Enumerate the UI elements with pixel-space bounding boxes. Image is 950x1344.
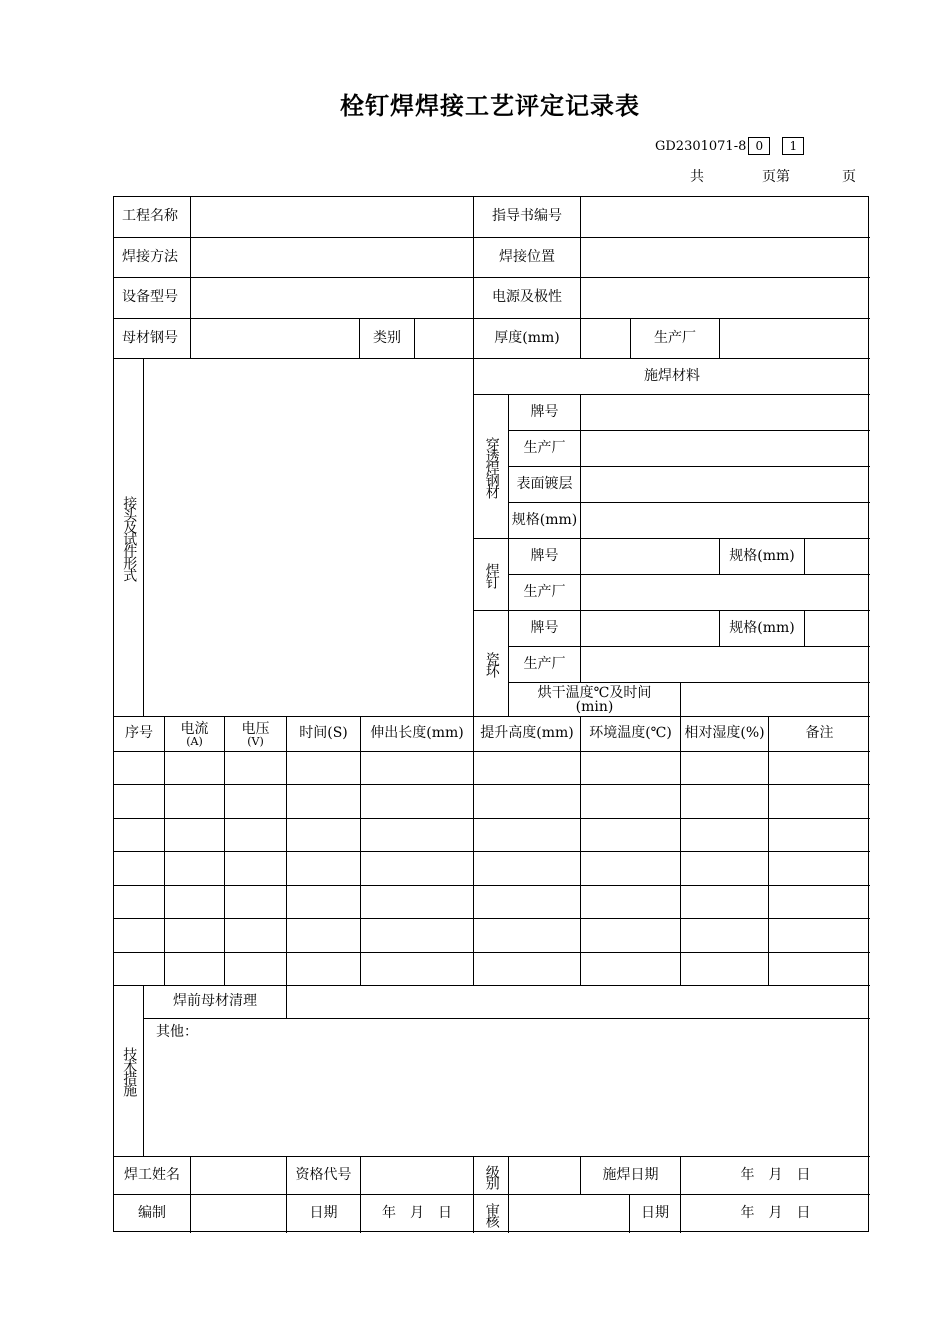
header-voltage: 电压 (V) [225,717,287,752]
value-ring-maker[interactable] [581,647,870,683]
label-tech-measures: 技术措施 [114,986,144,1157]
label-other: 其他： [156,1024,198,1040]
table-cell[interactable] [225,852,287,885]
table-cell[interactable] [361,852,474,885]
label-welder-name: 焊工姓名 [114,1157,191,1195]
table-cell[interactable] [681,953,769,986]
value-stud-spec[interactable] [805,539,870,575]
value-editor[interactable] [191,1195,287,1233]
value-thickness[interactable] [581,319,631,359]
table-cell[interactable] [165,886,225,919]
header-seq: 序号 [114,717,165,752]
table-cell[interactable] [474,785,581,818]
label-ceramic-ring: 瓷环 [474,611,509,717]
page-total-label: 共 [690,169,704,185]
table-cell[interactable] [114,819,165,852]
label-level: 级别 [474,1157,509,1195]
label-bake-temp: 烘干温度℃及时间 (min) [509,683,681,717]
header-env-temp: 环境温度(℃) [581,717,681,752]
table-cell[interactable] [287,886,361,919]
table-cell[interactable] [769,919,870,952]
code-box-1: 0 [748,137,770,155]
table-cell[interactable] [225,919,287,952]
table-cell[interactable] [287,819,361,852]
label-review-date: 日期 [630,1195,681,1233]
value-equipment[interactable] [191,278,474,319]
label-pen-coating: 表面镀层 [509,467,581,503]
table-cell[interactable] [769,852,870,885]
table-cell[interactable] [287,785,361,818]
table-cell[interactable] [681,752,769,785]
value-project-name[interactable] [191,197,474,238]
table-cell[interactable] [114,752,165,785]
label-edit-date: 日期 [287,1195,361,1233]
value-edit-date[interactable]: 年 月 日 [361,1195,474,1233]
value-pen-spec[interactable] [581,503,870,539]
value-review-date[interactable]: 年 月 日 [740,1205,811,1222]
table-cell[interactable] [681,852,769,885]
label-stud-brand: 牌号 [509,539,581,575]
code-box-2: 1 [782,137,804,155]
table-cell[interactable] [361,919,474,952]
table-cell[interactable] [769,819,870,852]
table-cell[interactable] [225,819,287,852]
label-ring-spec: 规格(mm) [720,611,805,647]
label-weld-date: 施焊日期 [581,1157,681,1195]
document-code [655,137,804,155]
label-editor: 编制 [114,1195,191,1233]
value-pen-coating[interactable] [581,467,870,503]
table-cell[interactable] [681,819,769,852]
value-stud-brand[interactable] [581,539,720,575]
table-cell[interactable] [361,785,474,818]
table-cell[interactable] [581,752,681,785]
label-joint-form: 接头及试件形式 [114,359,144,717]
label-penetration-steel: 穿透焊钢材 [474,395,509,539]
table-cell[interactable] [225,953,287,986]
table-cell[interactable] [581,953,681,986]
table-cell[interactable] [114,919,165,952]
table-cell[interactable] [165,819,225,852]
value-ring-brand[interactable] [581,611,720,647]
table-cell[interactable] [361,819,474,852]
value-weld-date[interactable]: 年 月 日 [681,1157,870,1195]
label-ring-maker: 生产厂 [509,647,581,683]
value-qual-code[interactable] [361,1157,474,1195]
header-remark: 备注 [769,717,870,752]
table-cell[interactable] [681,785,769,818]
record-table [113,196,869,1232]
label-pen-brand: 牌号 [509,395,581,431]
label-equipment: 设备型号 [114,278,191,319]
label-qual-code: 资格代号 [287,1157,361,1195]
label-weld-position: 焊接位置 [474,238,581,278]
value-pen-maker[interactable] [581,431,870,467]
table-cell[interactable] [474,953,581,986]
table-cell[interactable] [165,919,225,952]
value-bake-temp[interactable] [681,683,870,717]
table-cell[interactable] [287,752,361,785]
table-cell[interactable] [225,752,287,785]
table-cell[interactable] [474,919,581,952]
table-cell[interactable] [165,752,225,785]
code-prefix: GD2301071-8 [655,139,747,154]
table-cell[interactable] [474,852,581,885]
label-materials-header: 施焊材料 [474,359,870,395]
label-power: 电源及极性 [474,278,581,319]
table-cell[interactable] [581,886,681,919]
header-humidity: 相对湿度(%) [681,717,769,752]
label-stud-maker: 生产厂 [509,575,581,611]
table-cell[interactable] [225,886,287,919]
label-ring-brand: 牌号 [509,611,581,647]
value-guide-no[interactable] [581,197,870,238]
value-welder-name[interactable] [191,1157,287,1195]
table-cell[interactable] [581,819,681,852]
value-ring-spec[interactable] [805,611,870,647]
header-current: 电流 (A) [165,717,225,752]
header-time: 时间(S) [287,717,361,752]
table-cell[interactable] [114,785,165,818]
value-power[interactable] [581,278,870,319]
value-weld-position[interactable] [581,238,870,278]
table-cell[interactable] [769,953,870,986]
label-pen-spec: 规格(mm) [509,503,581,539]
table-cell[interactable] [225,785,287,818]
table-cell[interactable] [287,919,361,952]
page-title: 栓钉焊焊接工艺评定记录表 [340,92,640,120]
table-cell[interactable] [114,852,165,885]
table-cell[interactable] [769,785,870,818]
value-weld-method[interactable] [191,238,474,278]
table-cell[interactable] [581,852,681,885]
table-cell[interactable] [114,886,165,919]
label-stud: 焊钉 [474,539,509,611]
value-stud-maker[interactable] [581,575,870,611]
label-base-steel: 母材钢号 [114,319,191,359]
label-weld-method: 焊接方法 [114,238,191,278]
other-measures-area[interactable] [144,1019,870,1157]
table-cell[interactable] [361,752,474,785]
label-review: 审核 [474,1195,509,1233]
table-cell[interactable] [114,953,165,986]
table-cell[interactable] [165,785,225,818]
label-manufacturer: 生产厂 [631,319,720,359]
table-cell[interactable] [165,953,225,986]
page-current-label: 页第 [762,169,790,185]
page-end-label: 页 [842,169,856,185]
table-cell[interactable] [769,752,870,785]
label-guide-no: 指导书编号 [474,197,581,238]
value-base-steel[interactable] [191,319,360,359]
header-extension: 伸出长度(mm) [361,717,474,752]
label-category: 类别 [360,319,415,359]
label-pre-cleaning: 焊前母材清理 [144,986,287,1019]
value-category[interactable] [415,319,474,359]
table-cell[interactable] [361,953,474,986]
table-cell[interactable] [581,785,681,818]
table-cell[interactable] [681,886,769,919]
label-thickness: 厚度(mm) [474,319,581,359]
label-stud-spec: 规格(mm) [720,539,805,575]
table-cell[interactable] [361,886,474,919]
table-cell[interactable] [769,886,870,919]
value-pen-brand[interactable] [581,395,870,431]
table-cell[interactable] [287,953,361,986]
joint-sketch-area[interactable] [144,359,474,717]
table-cell[interactable] [681,919,769,952]
value-manufacturer[interactable] [720,319,870,359]
value-level[interactable] [509,1157,581,1195]
table-cell[interactable] [287,852,361,885]
header-lift: 提升高度(mm) [474,717,581,752]
value-reviewer[interactable] [509,1195,630,1233]
table-cell[interactable] [474,752,581,785]
value-pre-cleaning[interactable] [287,986,870,1019]
table-cell[interactable] [474,886,581,919]
table-cell[interactable] [474,819,581,852]
table-cell[interactable] [165,852,225,885]
label-project-name: 工程名称 [114,197,191,238]
label-pen-maker: 生产厂 [509,431,581,467]
table-cell[interactable] [581,919,681,952]
